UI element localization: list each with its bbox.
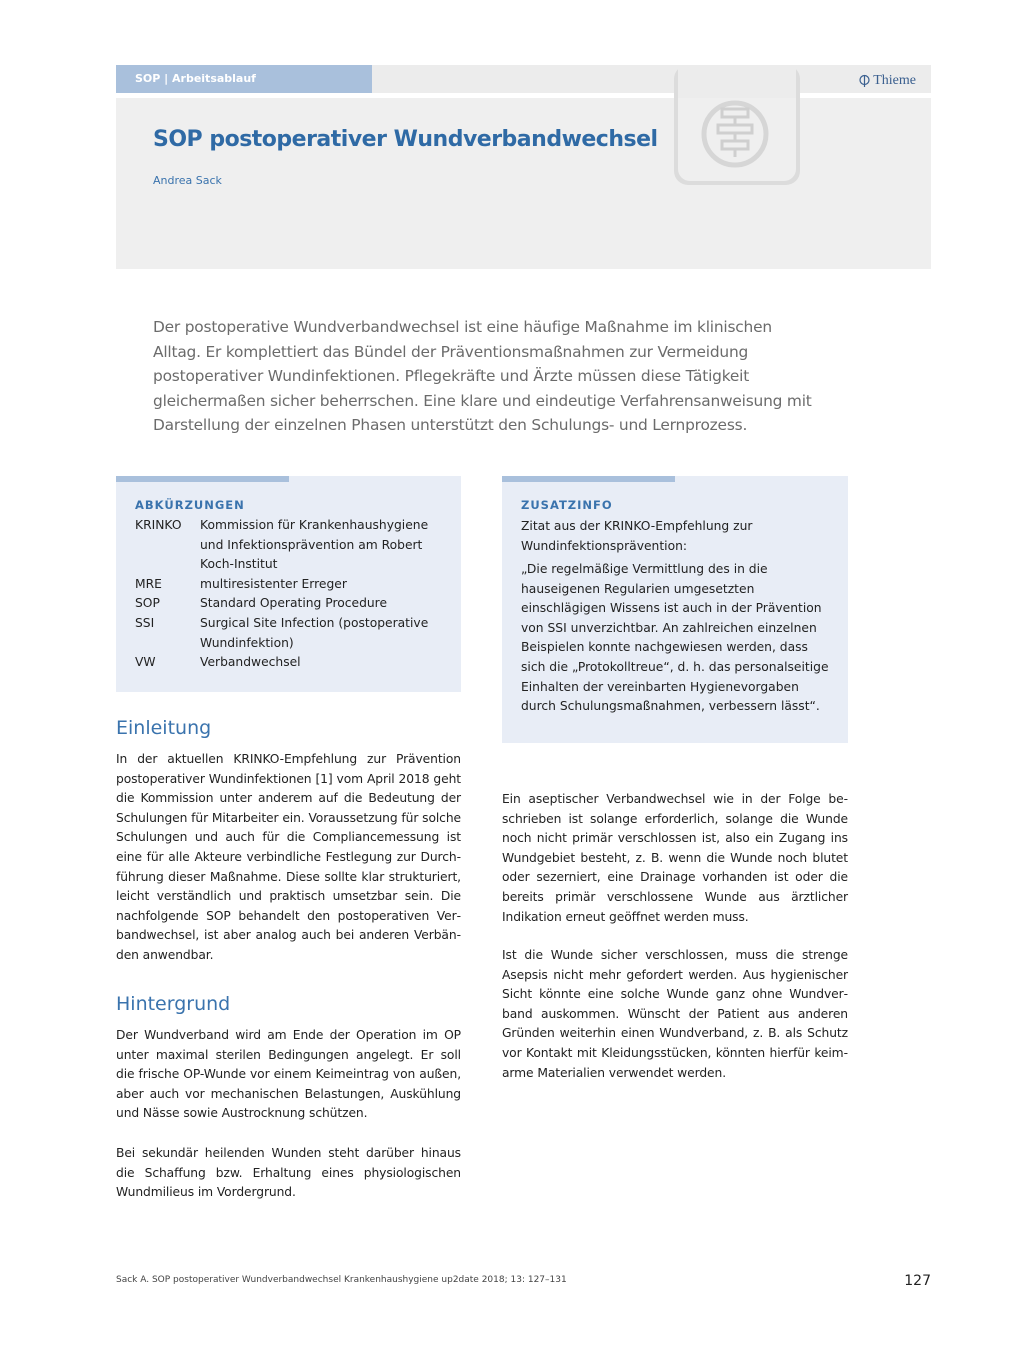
- article-author: Andrea Sack: [153, 174, 222, 187]
- abbreviations-box-accent: [116, 476, 289, 482]
- abbreviation-definition: multiresistenter Erreger: [200, 576, 347, 591]
- article-title: SOP postoperativer Wundverbandwechsel: [153, 127, 658, 152]
- abbreviation-term: VW: [135, 655, 156, 670]
- section-heading-einleitung: Einleitung: [116, 717, 212, 739]
- abbreviation-definition: Standard Operating Procedure: [200, 596, 388, 611]
- publisher-logo: [859, 73, 916, 89]
- abbreviation-term: KRINKO: [135, 518, 182, 532]
- section-heading-hintergrund: Hintergrund: [116, 993, 231, 1015]
- abbreviation-term: SOP: [135, 596, 160, 611]
- page-number: 127: [904, 1273, 931, 1289]
- abbreviations-list: [135, 516, 445, 673]
- sop-flowchart-icon: [674, 65, 800, 185]
- abbreviation-item: [135, 575, 445, 595]
- paragraph-hintergrund-1: Der Wundverband wird am Ende der Operation im OP unter maximal sterilen Bedingungen angelegt. Er soll die frische OP-Wunde vor einem Keimeintrag von außen, aber auch vor mechanischen Belastungen, Auskühlung und Nässe sowie Austrocknung schützen.: [116, 1028, 461, 1121]
- abbreviation-definition: Surgical Site Infection (postoperative Wundinfektion): [200, 615, 429, 650]
- abbreviation-term: SSI: [135, 615, 155, 630]
- additional-info-quote: „Die regelmäßige Vermittlung des in die hauseigenen Regularien umgesetzten einschlägigen Wissens ist auch in der Prävention von SSI unverzichtbar. An zahlreichen einzelnen Beispielen konnte nachgewiesen werden, dass sich die „Protokolltreue“, d. h. das personalseitige Einhalten der vereinbarten Hygienevorgaben durch Schulungsmaßnahmen, verbessern lässt“.: [521, 562, 829, 714]
- article-abstract: Der postoperative Wundverbandwechsel ist eine häufige Maßnahme im klinischen Alltag. Er komplettiert das Bündel der Präventionsmaßnahmen zur Vermeidung postoperativer Wundinfektionen. Pflegekräfte und Ärzte müssen diese Tätigkeit gleichermaßen sicher beherrschen. Eine klare und eindeutige Verfahrensanweisung mit Darstellung der einzelnen Phasen unterstützt den Schulungs- und Lernprozess.: [153, 318, 812, 435]
- abbreviation-definition: Kommission für Krankenhaushygiene und Infektionsprävention am Robert Koch-Institut: [200, 518, 429, 572]
- abbreviation-item: [135, 516, 445, 575]
- paragraph-aseptic-change: Ein aseptischer Verbandwechsel wie in der Folge beschrieben ist solange erforderlich, solange die Wunde noch nicht primär verschlossen ist, also ein Zugang ins Wundgebiet besteht, z. B. wenn die Wunde noch blutet oder sezerniert, eine Drainage vorhanden ist oder die bereits primär verschlossene Wunde aus ärztlicher Indikation erneut geöffnet werden muss.: [502, 792, 848, 924]
- abbreviations-title: ABKÜRZUNGEN: [135, 498, 245, 512]
- abbreviation-item: [135, 614, 445, 653]
- footer-citation: Sack A. SOP postoperativer Wundverbandwechsel Krankenhaushygiene up2date 2018; 13: 127–131: [116, 1275, 567, 1285]
- category-kicker: SOP | Arbeitsablauf: [116, 65, 372, 93]
- paragraph-closed-wound: Ist die Wunde sicher verschlossen, muss die strenge Asepsis nicht mehr gefordert werden. Aus hygienischer Sicht könnte eine solche Wunde ganz ohne Wundverband auskommen. Wünscht der Patient aus anderen Gründen weiterhin einen Wundverband, z. B. als Schutz vor Kontakt mit Kleidungsstücken, könnten hierfür keimarme Materialien verwendet werden.: [502, 948, 848, 1080]
- additional-info-intro: Zitat aus der KRINKO-Empfehlung zur Wundinfektionsprävention:: [521, 519, 753, 553]
- additional-info-box-accent: [502, 476, 675, 482]
- header-divider: [116, 93, 931, 98]
- paragraph-einleitung: In der aktuellen KRINKO-Empfehlung zur Prävention postoperativer Wundinfektionen [1] vom April 2018 geht die Kommission unter anderem auf die Bedeutung der Schulungen für Mitarbeiter ein. Voraussetzung für solche Schulungen und auch für die Compliancemessung ist eine für alle Akteure verbindliche Festlegung zur Durchführung dieser Maßnahme. Diese sollte klar strukturiert, leicht verständlich und praktisch umsetzbar sein. Die nachfolgende SOP behandelt den postoperativen Verbandwechsel, ist aber analog auch bei anderen Verbänden anwendbar.: [116, 752, 461, 962]
- paragraph-hintergrund-2: Bei sekundär heilenden Wunden steht darüber hinaus die Schaffung bzw. Erhaltung eines physiologischen Wundmilieus im Vordergrund.: [116, 1146, 461, 1200]
- additional-info-title: ZUSATZINFO: [521, 498, 613, 512]
- abbreviation-definition: Verbandwechsel: [200, 655, 301, 670]
- abbreviation-item: [135, 653, 445, 673]
- abbreviation-term: MRE: [135, 576, 162, 591]
- abbreviation-item: [135, 594, 445, 614]
- publisher-name: Thieme: [873, 73, 916, 88]
- thieme-logo-icon: [859, 74, 870, 88]
